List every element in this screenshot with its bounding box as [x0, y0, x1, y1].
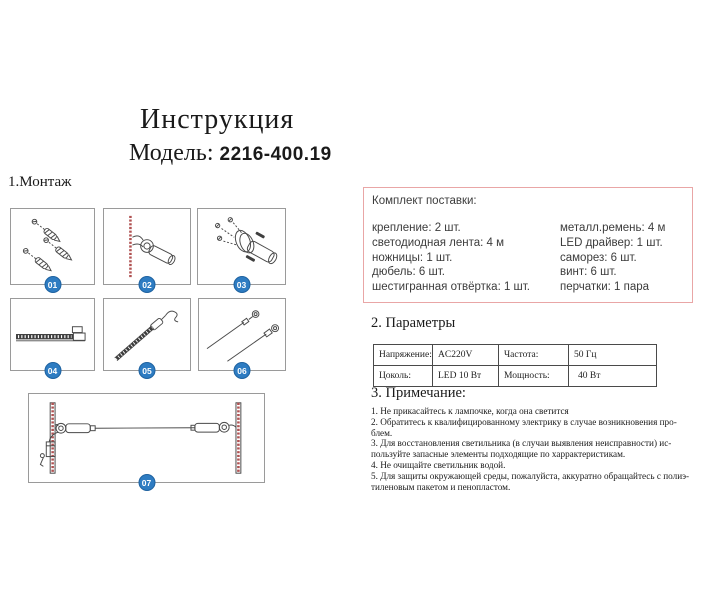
- table-row: [374, 345, 657, 366]
- package-item: перчатки: 1 пара: [560, 281, 650, 294]
- montage-step-05: [103, 298, 191, 376]
- montage-step-03: [197, 208, 286, 290]
- package-item: ножницы: 1 шт.: [372, 251, 453, 264]
- package-item: металл.ремень: 4 м: [560, 222, 666, 234]
- package-left-column: [372, 221, 560, 295]
- led-strip-figure: [11, 299, 94, 370]
- montage-step-06: [198, 298, 286, 376]
- note-line: 3. Для восстановления светильника (в случаи выявления неисправности) ис-: [371, 438, 672, 449]
- step-badge: 03: [233, 276, 250, 293]
- package-item: светодиодная лента: 4 м: [372, 236, 505, 249]
- step-badge: 06: [234, 362, 251, 379]
- step-badge: 01: [44, 276, 61, 293]
- package-contents-box: [363, 187, 693, 303]
- mount-flange-screws-figure: [198, 209, 285, 284]
- step-badge: 05: [139, 362, 156, 379]
- parameters-table: [373, 344, 657, 387]
- package-item: шестигранная отвёртка: 1 шт.: [372, 281, 530, 294]
- note-line: блем.: [371, 427, 393, 438]
- package-item: винт: 6 шт.: [560, 266, 617, 279]
- param-label: Напряжение:: [374, 345, 433, 366]
- model-line: [129, 140, 332, 167]
- step-badge: 02: [139, 276, 156, 293]
- param-value: AC220V: [433, 345, 499, 366]
- notes-list: [371, 406, 719, 492]
- package-item: саморез: 6 шт.: [560, 251, 637, 264]
- model-label: Модель:: [129, 140, 214, 166]
- param-value: LED 10 Вт: [433, 366, 499, 387]
- model-number: 2216-400.19: [219, 144, 332, 165]
- package-item: LED драйвер: 1 шт.: [560, 236, 663, 249]
- note-line: 2. Обратитесь к квалифицированному электрику в случае возникновения про-: [371, 416, 677, 427]
- step-badge: 04: [44, 362, 61, 379]
- parameters-section-heading: 2. Параметры: [371, 315, 456, 331]
- anchors-screws-figure: [11, 209, 94, 284]
- param-label: Цоколь:: [374, 366, 433, 387]
- note-line: пользуйте запасные элементы подходящие по харрактеристикам.: [371, 449, 626, 460]
- note-line: 5. Для защиты окружающей среды, пожалуйста, аккуратно обращайтесь с полиэ-: [371, 470, 690, 481]
- assembled-fixture-figure: [29, 394, 264, 482]
- package-item: дюбель: 6 шт.: [372, 266, 445, 279]
- notes-section-heading: 3. Примечание:: [371, 385, 466, 401]
- step-badge: 07: [138, 474, 155, 491]
- rod-with-cable-figure: [104, 299, 190, 370]
- threaded-rods-figure: [199, 299, 285, 370]
- note-line: 4. Не очищайте светильник водой.: [371, 459, 506, 470]
- montage-step-02: [103, 208, 191, 290]
- montage-step-01: [10, 208, 95, 290]
- page-title: Инструкция: [140, 104, 295, 135]
- note-line: тиленовым пакетом и пенопластом.: [371, 481, 511, 492]
- table-row: [374, 366, 657, 387]
- param-label: Мощность:: [499, 366, 569, 387]
- note-line: 1. Не прикасайтесь к лампочке, когда она светится: [371, 406, 569, 416]
- package-item: крепление: 2 шт.: [372, 222, 461, 234]
- param-value: 40 Вт: [569, 366, 657, 387]
- wall-bracket-mount-figure: [104, 209, 190, 284]
- montage-step-07: [28, 393, 265, 488]
- montage-section-heading: 1.Монтаж: [8, 174, 72, 190]
- package-contents-heading: Комплект поставки:: [372, 195, 477, 207]
- montage-step-04: [10, 298, 95, 376]
- param-label: Частота:: [499, 345, 569, 366]
- package-right-column: [560, 221, 665, 295]
- param-value: 50 Гц: [569, 345, 657, 366]
